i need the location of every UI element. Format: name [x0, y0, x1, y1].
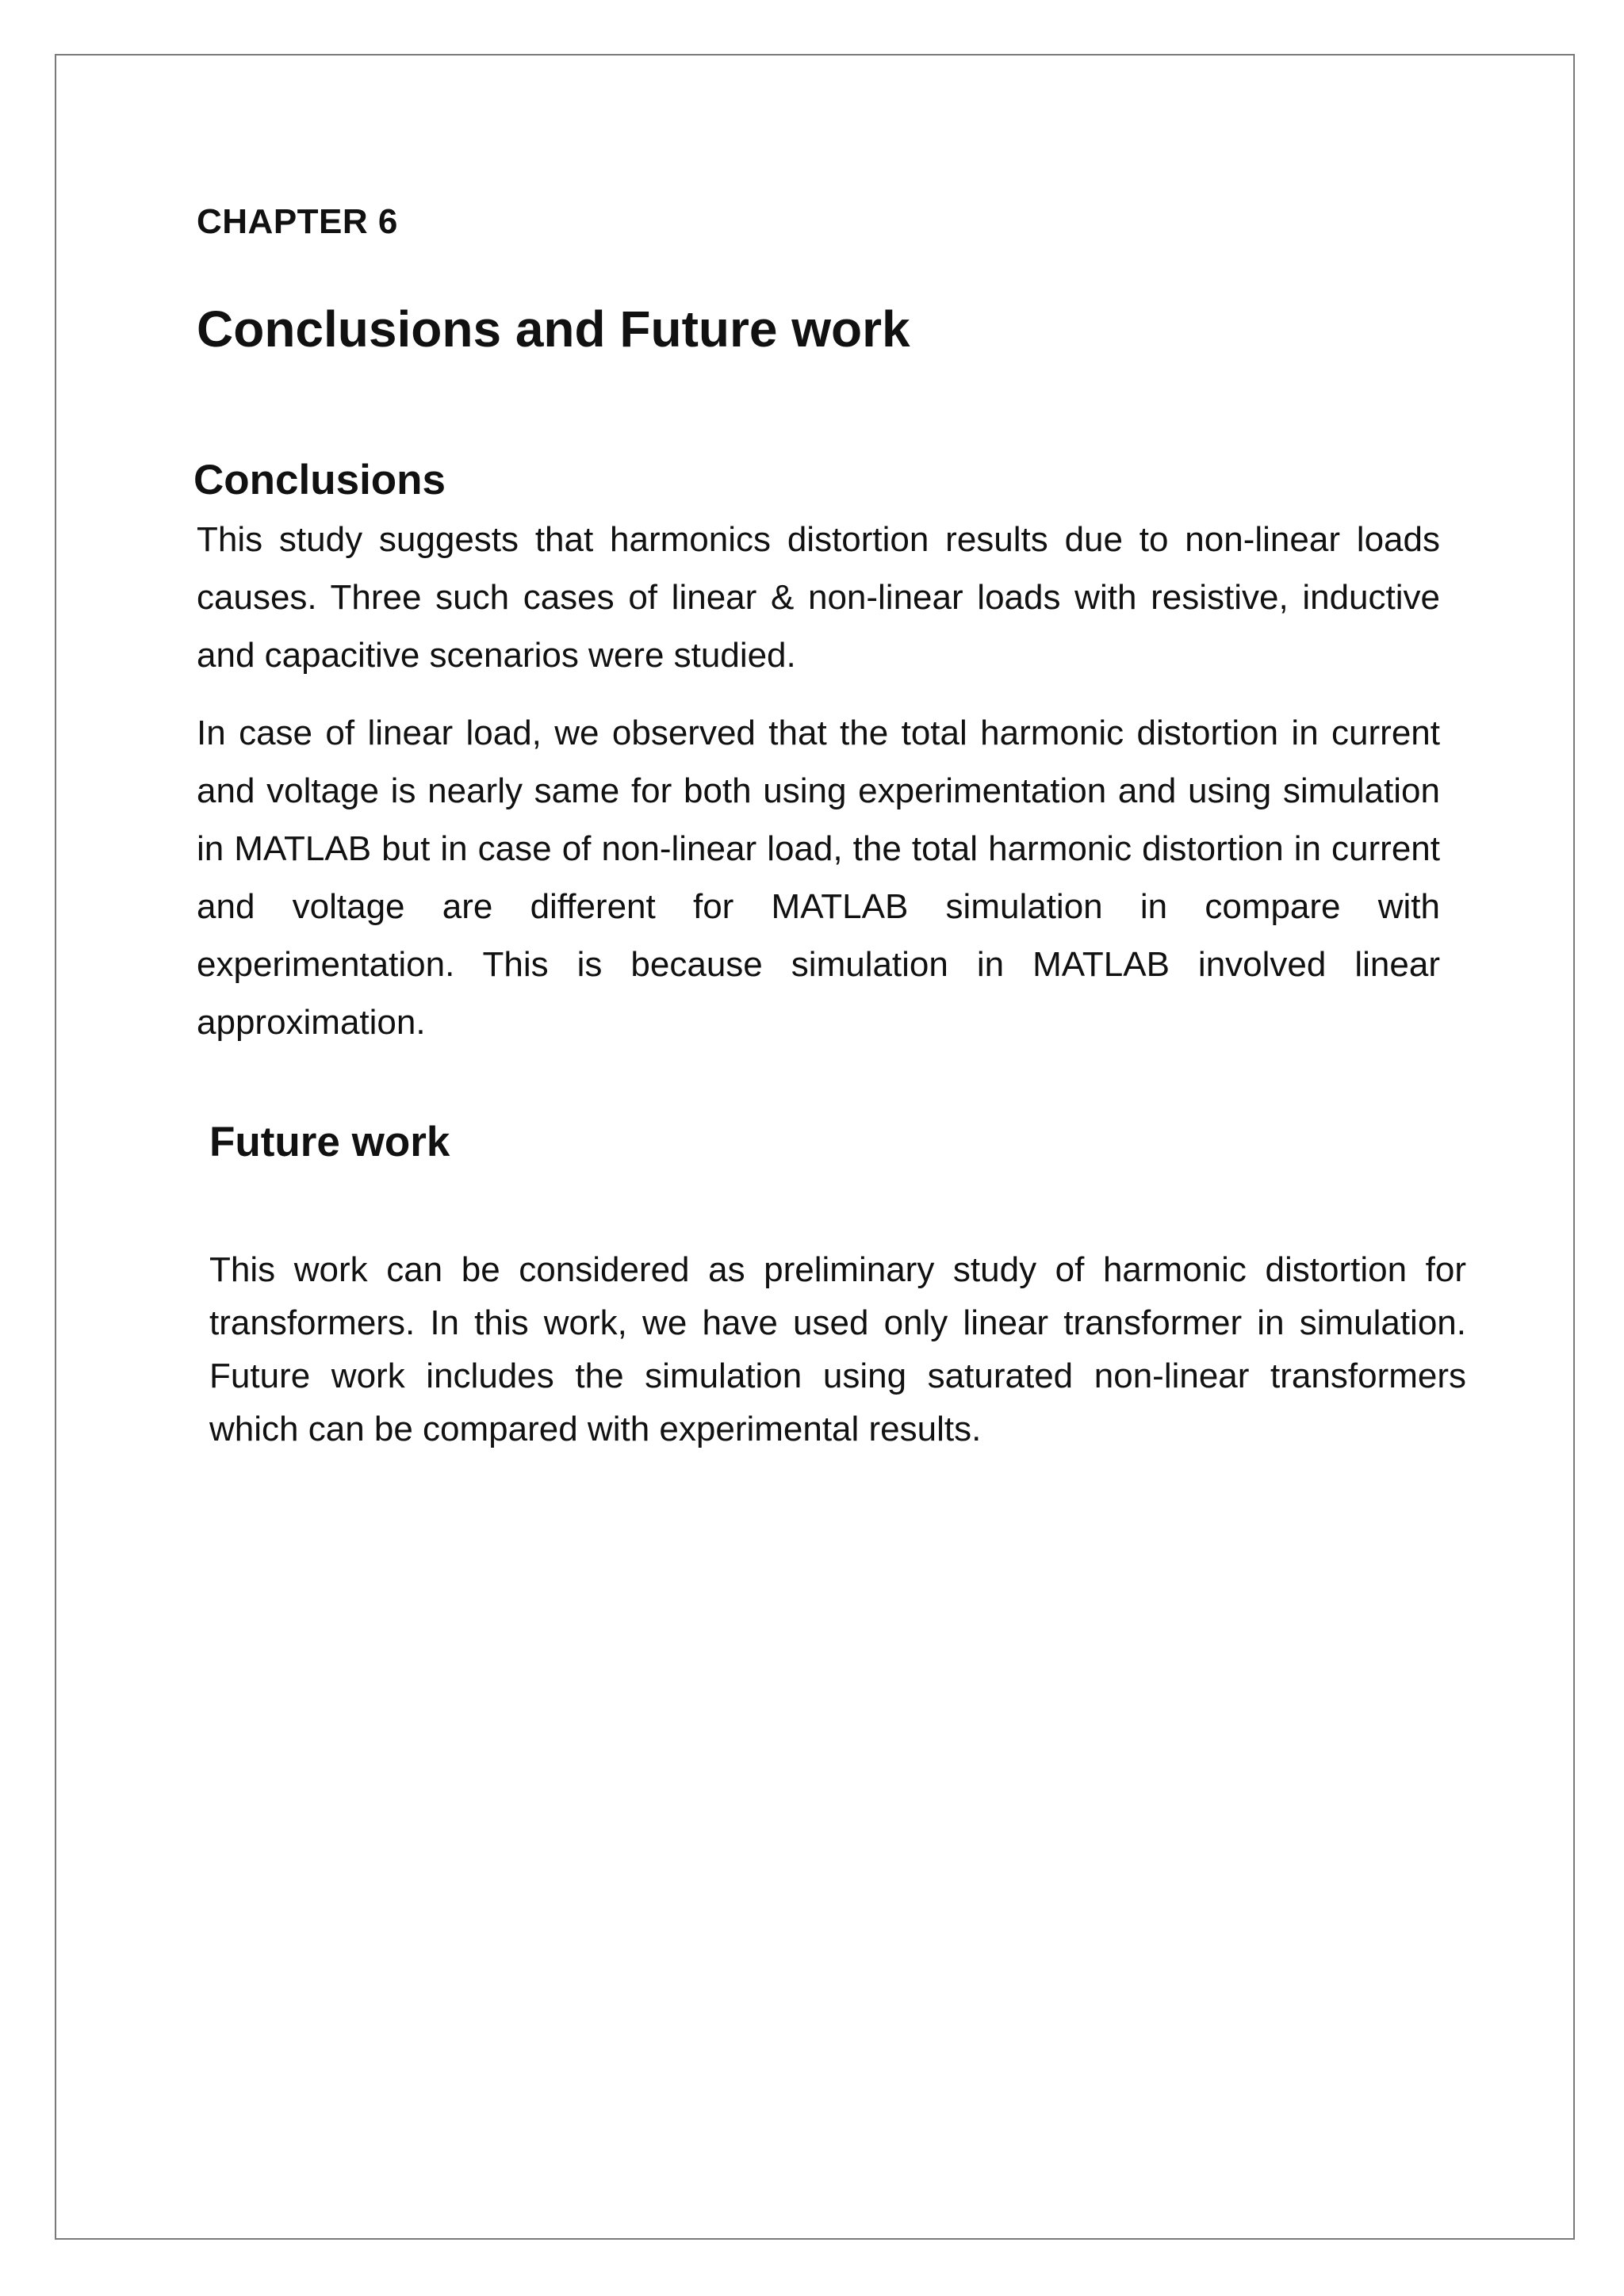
- chapter-title: Conclusions and Future work: [197, 300, 910, 358]
- chapter-label: CHAPTER 6: [197, 202, 398, 241]
- conclusions-paragraph: In case of linear load, we observed that the total harmonic distortion in current and voltage is nearly same for both using experimentation and using simulation in MATLAB but in case of non-linear load, the total harmonic distortion in current and voltage are different for MATLAB simulation in compare with experimentation. This is because simulation in MATLAB involved linear approximation.: [197, 714, 1440, 1042]
- conclusions-paragraph: This study suggests that harmonics distortion results due to non-linear loads causes. Three such cases of linear & non-linear loads with resistive, inductive and capacitive scenarios were studied.: [197, 520, 1440, 675]
- conclusions-heading: Conclusions: [193, 457, 446, 503]
- future-work-paragraph: This work can be considered as preliminary study of harmonic distortion for transformers. In this work, we have used only linear transformer in simulation. Future work includes the simulation using saturated non-linear transformers which can be compared with experimental results.: [209, 1250, 1466, 1448]
- future-work-heading: Future work: [209, 1119, 450, 1165]
